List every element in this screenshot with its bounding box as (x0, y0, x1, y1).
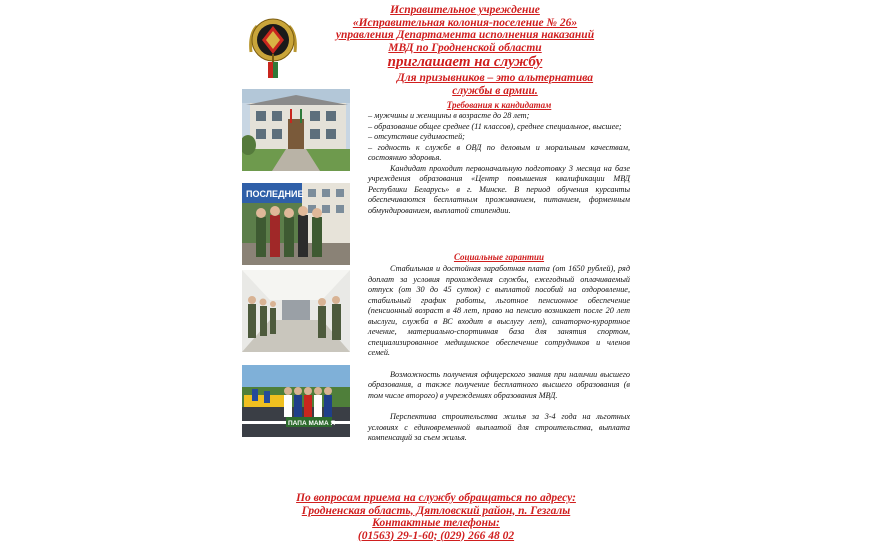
subtitle-line-2: службы в армии. (452, 84, 538, 97)
footer-address: Гродненская область, Дятловский район, п. Гезгалы (301, 504, 571, 517)
social-paragraph-3: Перспектива строительства жилья за 3-4 года на льготных условиях с единовременной выплатой для строительства, выплата компенсаций за съем жилья. (368, 412, 630, 442)
header-invite: приглашает на службу (387, 54, 543, 70)
social-title: Социальные гарантии (453, 252, 545, 262)
header-line-2: «Исправительная колония-поселение № 26» (352, 16, 578, 29)
social-text (368, 264, 630, 444)
photo-sports-team (242, 365, 350, 437)
header-line-1: Исправительное учреждение (390, 4, 540, 16)
banner-text: ПОСЛЕДНИЕ (246, 189, 304, 199)
requirement-item: – образование общее среднее (11 классов), среднее специальное, высшее; (368, 121, 622, 131)
subtitle-line-1: Для призывников – это альтернатива (396, 72, 594, 84)
header-block (300, 4, 630, 70)
requirements-title: Требования к кандидатам (446, 100, 552, 110)
contact-footer (236, 492, 636, 542)
social-paragraph-1: Стабильная и достойная заработная плата (от 1650 рублей), ряд доплат за условия прохождения службы, ежегодный оплачиваемый отпуск (от 30 до 45 суток) с выплатой пособий на оздоровление, стабильный график работы, льготное пенсионное обеспечение (пенсионный возраст в 48 лет, право на пенсию возникает после 20 лет выслуги, служба в ВС входит в выслугу лет), санаторно-курортное лечение, материально-спортивная база для занятия спортом, специализированное медицинское обеспечение сотрудников и членов семей. (368, 264, 630, 357)
requirements-text (368, 111, 630, 216)
header-line-3: управления Департамента исполнения наказаний (335, 29, 595, 41)
requirement-item: – годность к службе в ОВД по деловым и моральным качествам, состоянию здоровья. (368, 142, 630, 162)
footer-phones: (01563) 29-1-60; (029) 266 48 02 (357, 529, 515, 542)
requirement-item: – мужчины и женщины в возрасте до 28 лет; (368, 111, 530, 120)
training-paragraph: Кандидат проходит первоначальную подготовку 3 месяца на базе учреждения образования «Центр повышения квалификации МВД Республики Беларусь» в г. Минске. В период обучения курсанты обеспечиваются бесплатным проживанием, питанием, форменным обмундированием, выплатой стипендии. (368, 163, 630, 215)
photo-building (242, 89, 350, 171)
department-emblem (247, 12, 299, 80)
header-line-4: МВД по Гродненской области (388, 41, 542, 54)
footer-line-1: По вопросам приема на службу обращаться по адресу: (296, 492, 576, 504)
footer-phones-label: Контактные телефоны: (372, 517, 500, 529)
photo-corridor (242, 270, 350, 352)
photo-group-banner (242, 183, 350, 265)
sign-text: ПАПА МАМА Я (288, 420, 336, 427)
subtitle-block (360, 72, 630, 97)
requirement-item: – отсутствие судимостей; (368, 132, 465, 141)
social-paragraph-2: Возможность получения офицерского звания при наличии высшего образования, а также получение бесплатного высшего образования (в том числе второго) в учреждениях образования МВД. (368, 369, 630, 400)
